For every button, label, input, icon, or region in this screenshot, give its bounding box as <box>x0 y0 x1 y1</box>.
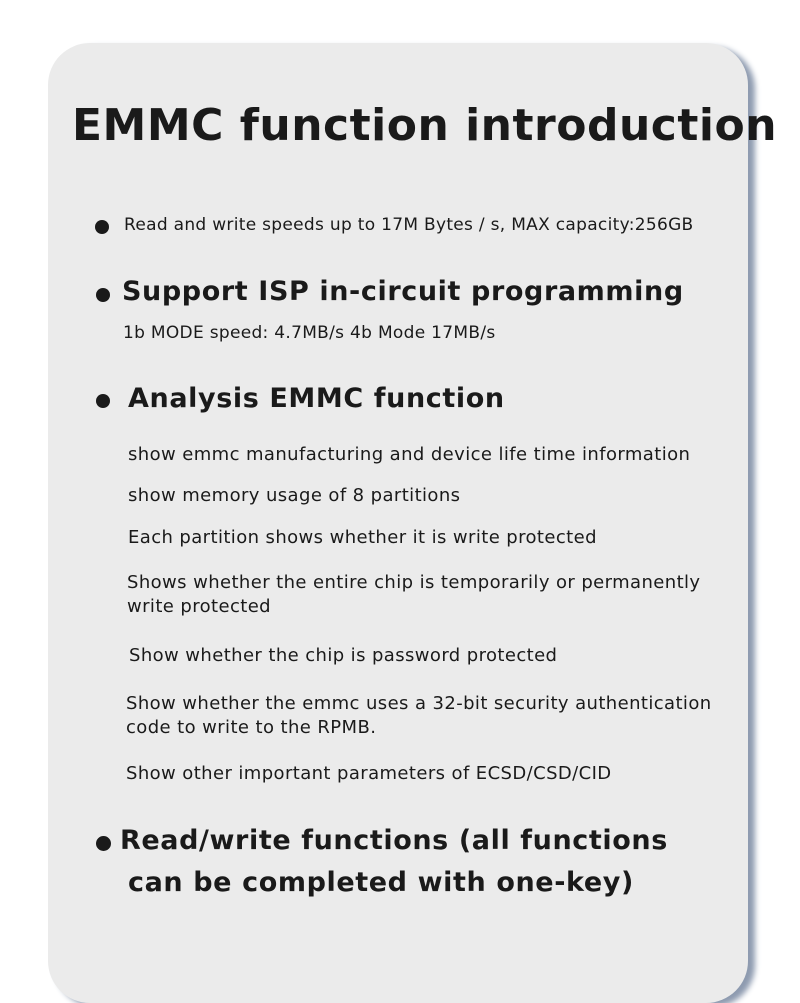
analysis-item: show memory usage of 8 partitions <box>128 485 461 506</box>
analysis-item: write protected <box>127 596 272 617</box>
rw-heading-line2: can be completed with one-key) <box>128 867 634 898</box>
analysis-item: Each partition shows whether it is write protected <box>128 527 597 548</box>
analysis-item: Show whether the chip is password protected <box>129 645 558 666</box>
bullet-icon <box>96 288 110 302</box>
analysis-item: Shows whether the entire chip is temporarily or permanently <box>127 572 701 593</box>
analysis-item: code to write to the RPMB. <box>126 717 377 738</box>
isp-detail: 1b MODE speed: 4.7MB/s 4b Mode 17MB/s <box>123 323 496 343</box>
bullet-icon <box>96 394 110 408</box>
bullet-icon <box>96 836 111 851</box>
page-title: EMMC function introduction <box>72 100 778 151</box>
isp-heading: Support ISP in-circuit programming <box>122 276 684 307</box>
analysis-item: show emmc manufacturing and device life time information <box>128 444 691 465</box>
speed-capacity-text: Read and write speeds up to 17M Bytes / s, MAX capacity:256GB <box>124 215 694 235</box>
content-card <box>48 43 748 1003</box>
analysis-item: Show other important parameters of ECSD/CSD/CID <box>126 763 612 784</box>
rw-heading-line1: Read/write functions (all functions <box>120 825 668 856</box>
analysis-item: Show whether the emmc uses a 32-bit security authentication <box>126 693 712 714</box>
bullet-icon <box>95 220 109 234</box>
analysis-heading: Analysis EMMC function <box>128 383 505 414</box>
